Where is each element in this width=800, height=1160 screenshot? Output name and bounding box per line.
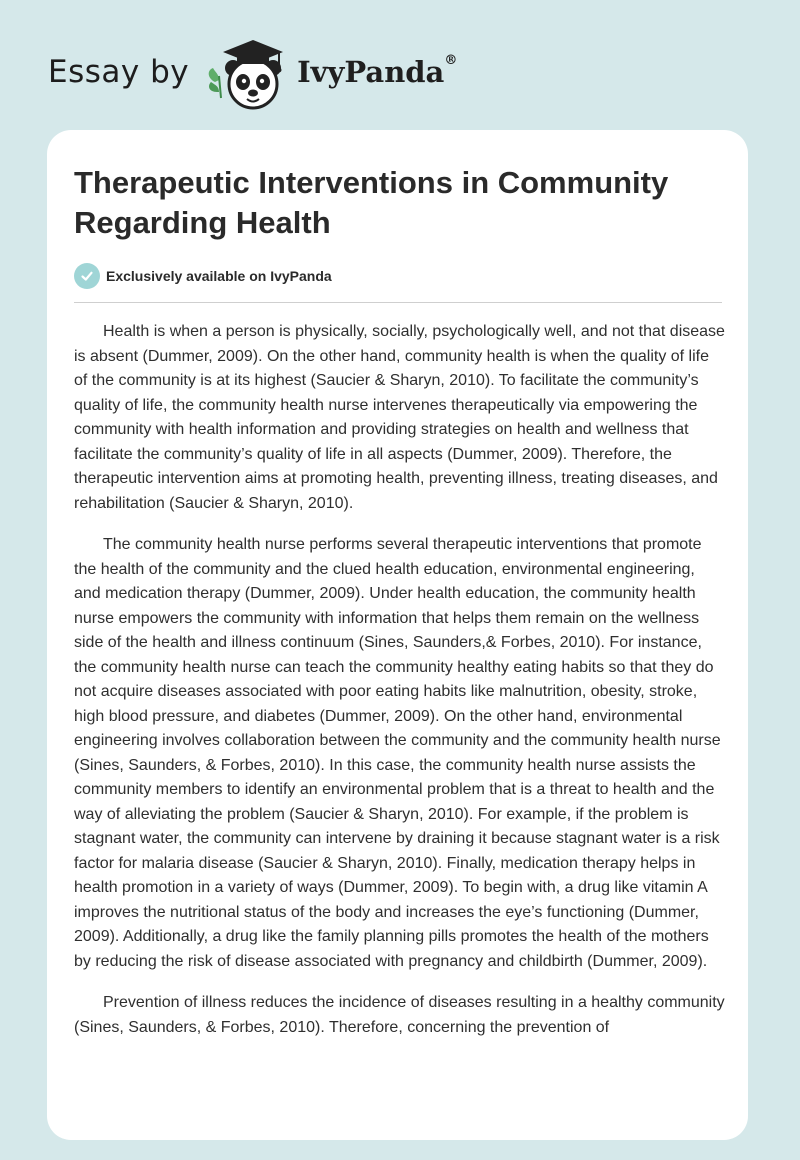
check-circle-icon xyxy=(74,263,100,289)
divider xyxy=(74,302,722,303)
article-title: Therapeutic Interventions in Community Regarding Health xyxy=(74,165,669,240)
essay-by-label: Essay by xyxy=(48,54,190,90)
article-body xyxy=(74,320,725,1057)
panda-graduate-logo-icon[interactable] xyxy=(203,32,295,112)
registered-mark: ® xyxy=(444,53,458,68)
exclusive-badge-label: Exclusively available on IvyPanda xyxy=(106,268,332,284)
paragraph: Health is when a person is physically, socially, psychologically well, and not that disease is absent (Dummer, 2009). On the other hand, community health is when the quality of life of the community is at its highest (Saucier & Sharyn, 2010). To facilitate the community’s quality of life, the community health nurse intervenes therapeutically via empowering the community with health information and providing strategies on health and wellness that facilitate the community’s quality of life in all aspects (Dummer, 2009). Therefore, the therapeutic intervention aims at promoting health, preventing illness, treating diseases, and rehabilitation (Saucier & Sharyn, 2010). xyxy=(74,323,725,512)
brand-name[interactable] xyxy=(297,55,457,89)
paragraph: The community health nurse performs several therapeutic interventions that promote the health of the community and the clued health education, environmental engineering, and medication therapy (Dummer, 2009). Under health education, the community health nurse empowers the community with information that helps them remain on the wellness side of the health and illness continuum (Sines, Saunders,& Forbes, 2010). For instance, the community health nurse can teach the community healthy eating habits so that they do not acquire diseases associated with poor eating habits like malnutrition, obesity, stroke, high blood pressure, and diabetes (Dummer, 2009). On the other hand, environmental engineering involves collaboration between the community and the community health nurse (Sines, Saunders, & Forbes, 2010). In this case, the community health nurse assists the community members to identify an environmental problem that is a threat to health and the way of alleviating the problem (Saucier & Sharyn, 2010). For example, if the problem is stagnant water, the community can intervene by draining it because stagnant water is a risk factor for malaria disease (Saucier & Sharyn, 2010). Finally, medication therapy helps in health promotion in a variety of ways (Dummer, 2009). To begin with, a drug like vitamin A improves the nutritional status of the body and increases the eye’s functioning (Dummer, 2009). Additionally, a drug like the family planning pills promotes the health of the mothers by reducing the risk of disease associated with pregnancy and childbirth (Dummer, 2009). xyxy=(74,536,721,970)
article-card xyxy=(47,130,748,1140)
paragraph: Prevention of illness reduces the incidence of diseases resulting in a healthy community (Sines, Saunders, & Forbes, 2010). Therefore, concerning the prevention of xyxy=(74,994,725,1036)
exclusive-badge xyxy=(74,263,332,289)
brand-text: IvyPanda xyxy=(297,55,445,89)
site-header xyxy=(48,32,457,112)
